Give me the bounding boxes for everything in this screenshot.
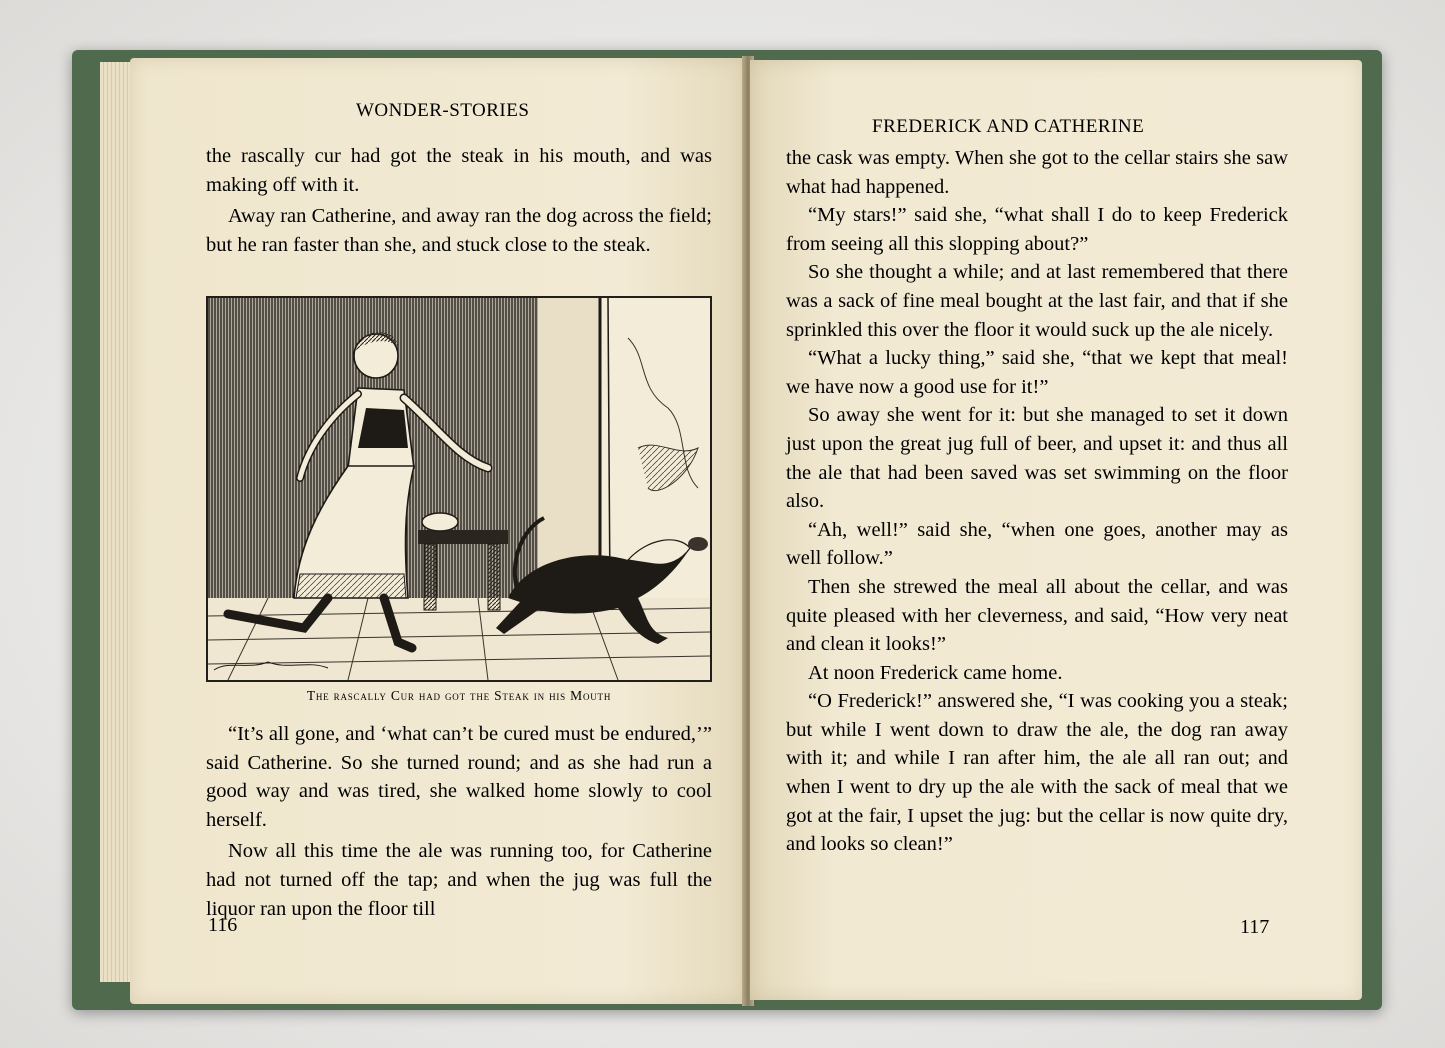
page-number-right: 117 bbox=[1240, 916, 1270, 938]
paragraph: “It’s all gone, and ‘what can’t be cured must be endured,’” said Catherine. So she turned round; and as she had run a good way and was tired, she walked home slowly to cool herself. bbox=[206, 723, 712, 831]
paragraph: “O Frederick!” answered she, “I was cooking you a steak; but while I went down to draw the ale, the dog ran away with it; and while I ran after him, the ale all ran out; and when I went to dry up the ale with the sack of meal that we got at the fair, I upset the jug: but the cellar is now quite dry, and looks so clean!” bbox=[786, 690, 1288, 856]
page-block-edge bbox=[100, 62, 134, 982]
paragraph: Then she strewed the meal all about the cellar, and was quite pleased with her cleverness, and said, “How very neat and clean it looks!” bbox=[786, 575, 1288, 656]
paragraph: Now all this time the ale was running too, for Catherine had not turned off the tap; and when the jug was full the liquor ran upon the floor till bbox=[206, 840, 712, 920]
paragraph: “My stars!” said she, “what shall I do to keep Frederick from seeing all this slopping about?” bbox=[786, 204, 1288, 255]
paragraph: “What a lucky thing,” said she, “that we kept that meal! we have now a good use for it!” bbox=[786, 347, 1288, 398]
page-number-left: 116 bbox=[208, 914, 238, 936]
right-page-text bbox=[786, 144, 1288, 859]
paragraph: So she thought a while; and at last remembered that there was a sack of fine meal bought at the last fair, and that if she sprinkled this over the floor it would suck up the ale nicely. bbox=[786, 261, 1288, 341]
paragraph: At noon Frederick came home. bbox=[808, 661, 1063, 684]
left-page-text-bottom bbox=[206, 720, 712, 923]
paragraph: So away she went for it: but she managed to set it down just upon the great jug full of beer, and upset it: and thus all the ale that had been saved was set swimming on the floor also. bbox=[786, 404, 1288, 513]
running-head-right: FREDERICK AND CATHERINE bbox=[872, 116, 1145, 137]
illustration-drawing bbox=[208, 298, 710, 680]
illustration-caption: The rascally Cur had got the Steak in his Mouth bbox=[306, 688, 612, 703]
running-head-left: WONDER-STORIES bbox=[356, 100, 530, 121]
paragraph: the rascally cur had got the steak in his mouth, and was making off with it. bbox=[206, 145, 712, 196]
paragraph: “Ah, well!” said she, “when one goes, another may as well follow.” bbox=[786, 518, 1288, 570]
left-page-text-top bbox=[206, 142, 712, 259]
illustration bbox=[206, 296, 712, 682]
paragraph: the cask was empty. When she got to the cellar stairs she saw what had happened. bbox=[786, 147, 1288, 198]
paragraph: Away ran Catherine, and away ran the dog across the field; but he ran faster than she, and stuck close to the steak. bbox=[206, 205, 712, 256]
